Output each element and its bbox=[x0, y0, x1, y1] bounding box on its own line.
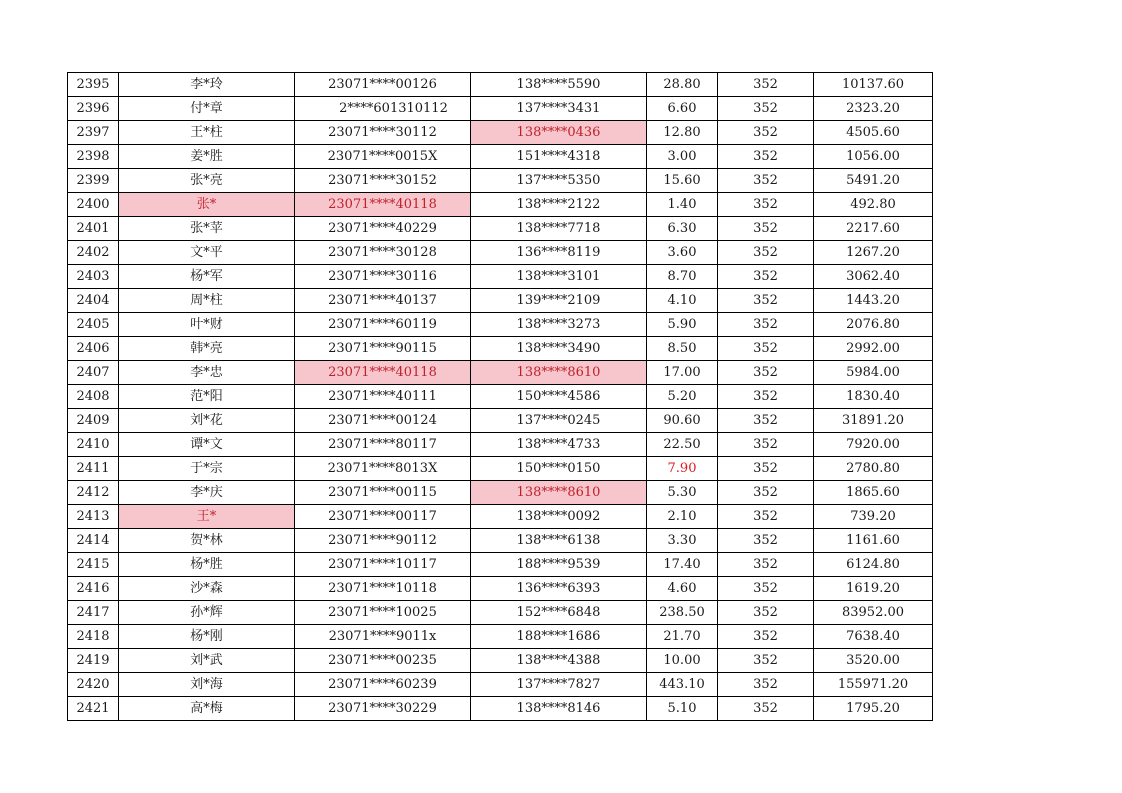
name-cell-duplicate[interactable]: 张* bbox=[119, 193, 295, 217]
data-table bbox=[67, 72, 933, 721]
id-number-cell[interactable]: 23071****00126 bbox=[295, 73, 471, 97]
table-row[interactable] bbox=[68, 193, 933, 217]
row-number-cell[interactable]: 2421 bbox=[68, 697, 119, 721]
total-cell[interactable]: 1619.20 bbox=[814, 577, 933, 601]
total-cell[interactable]: 6124.80 bbox=[814, 553, 933, 577]
phone-cell[interactable]: 138****4388 bbox=[471, 649, 647, 673]
price-cell[interactable]: 352 bbox=[718, 433, 814, 457]
id-number-cell-duplicate[interactable]: 23071****40118 bbox=[295, 193, 471, 217]
phone-cell[interactable]: 150****0150 bbox=[471, 457, 647, 481]
table-row[interactable] bbox=[68, 649, 933, 673]
total-cell[interactable]: 83952.00 bbox=[814, 601, 933, 625]
total-cell[interactable]: 1865.60 bbox=[814, 481, 933, 505]
name-cell[interactable]: 刘*武 bbox=[119, 649, 295, 673]
price-cell[interactable]: 352 bbox=[718, 145, 814, 169]
total-cell[interactable]: 2780.80 bbox=[814, 457, 933, 481]
name-cell[interactable]: 高*梅 bbox=[119, 697, 295, 721]
quantity-cell[interactable]: 22.50 bbox=[647, 433, 718, 457]
phone-cell[interactable]: 152****6848 bbox=[471, 601, 647, 625]
total-cell[interactable]: 1056.00 bbox=[814, 145, 933, 169]
phone-cell[interactable]: 138****3273 bbox=[471, 313, 647, 337]
table-row[interactable] bbox=[68, 553, 933, 577]
quantity-cell[interactable]: 90.60 bbox=[647, 409, 718, 433]
row-number-cell[interactable]: 2395 bbox=[68, 73, 119, 97]
name-cell[interactable]: 刘*花 bbox=[119, 409, 295, 433]
price-cell[interactable]: 352 bbox=[718, 97, 814, 121]
name-cell[interactable]: 于*宗 bbox=[119, 457, 295, 481]
row-number-cell[interactable]: 2413 bbox=[68, 505, 119, 529]
table-row[interactable] bbox=[68, 217, 933, 241]
price-cell[interactable]: 352 bbox=[718, 673, 814, 697]
name-cell[interactable]: 王*柱 bbox=[119, 121, 295, 145]
id-number-cell[interactable]: 23071****30128 bbox=[295, 241, 471, 265]
row-number-cell[interactable]: 2420 bbox=[68, 673, 119, 697]
price-cell[interactable]: 352 bbox=[718, 625, 814, 649]
total-cell[interactable]: 2992.00 bbox=[814, 337, 933, 361]
total-cell[interactable]: 1443.20 bbox=[814, 289, 933, 313]
quantity-cell[interactable]: 10.00 bbox=[647, 649, 718, 673]
quantity-cell[interactable]: 17.00 bbox=[647, 361, 718, 385]
quantity-cell[interactable]: 3.60 bbox=[647, 241, 718, 265]
phone-cell[interactable]: 138****7718 bbox=[471, 217, 647, 241]
total-cell[interactable]: 5491.20 bbox=[814, 169, 933, 193]
price-cell[interactable]: 352 bbox=[718, 241, 814, 265]
name-cell[interactable]: 谭*文 bbox=[119, 433, 295, 457]
name-cell[interactable]: 杨*刚 bbox=[119, 625, 295, 649]
table-row[interactable] bbox=[68, 697, 933, 721]
phone-cell[interactable]: 138****6138 bbox=[471, 529, 647, 553]
name-cell[interactable]: 周*柱 bbox=[119, 289, 295, 313]
table-row[interactable] bbox=[68, 601, 933, 625]
row-number-cell[interactable]: 2401 bbox=[68, 217, 119, 241]
total-cell[interactable]: 4505.60 bbox=[814, 121, 933, 145]
id-number-cell[interactable]: 23071****10118 bbox=[295, 577, 471, 601]
total-cell[interactable]: 3520.00 bbox=[814, 649, 933, 673]
id-number-cell[interactable]: 23071****30152 bbox=[295, 169, 471, 193]
row-number-cell[interactable]: 2397 bbox=[68, 121, 119, 145]
id-number-cell-duplicate[interactable]: 23071****40118 bbox=[295, 361, 471, 385]
phone-cell-duplicate[interactable]: 138****8610 bbox=[471, 481, 647, 505]
row-number-cell[interactable]: 2411 bbox=[68, 457, 119, 481]
price-cell[interactable]: 352 bbox=[718, 73, 814, 97]
table-row[interactable] bbox=[68, 481, 933, 505]
quantity-cell[interactable]: 8.70 bbox=[647, 265, 718, 289]
row-number-cell[interactable]: 2415 bbox=[68, 553, 119, 577]
id-number-cell[interactable]: 23071****00115 bbox=[295, 481, 471, 505]
table-body bbox=[68, 73, 933, 721]
price-cell[interactable]: 352 bbox=[718, 481, 814, 505]
quantity-cell[interactable]: 4.10 bbox=[647, 289, 718, 313]
phone-cell[interactable]: 137****7827 bbox=[471, 673, 647, 697]
price-cell[interactable]: 352 bbox=[718, 649, 814, 673]
id-number-cell[interactable]: 23071****00124 bbox=[295, 409, 471, 433]
quantity-cell[interactable]: 2.10 bbox=[647, 505, 718, 529]
name-cell[interactable]: 张*亮 bbox=[119, 169, 295, 193]
name-cell[interactable]: 孙*辉 bbox=[119, 601, 295, 625]
name-cell[interactable]: 叶*财 bbox=[119, 313, 295, 337]
name-cell[interactable]: 韩*亮 bbox=[119, 337, 295, 361]
name-cell[interactable]: 李*忠 bbox=[119, 361, 295, 385]
quantity-cell[interactable]: 8.50 bbox=[647, 337, 718, 361]
total-cell[interactable]: 3062.40 bbox=[814, 265, 933, 289]
quantity-cell[interactable]: 6.30 bbox=[647, 217, 718, 241]
phone-cell-duplicate[interactable]: 138****8610 bbox=[471, 361, 647, 385]
name-cell[interactable]: 杨*胜 bbox=[119, 553, 295, 577]
total-cell[interactable]: 492.80 bbox=[814, 193, 933, 217]
price-cell[interactable]: 352 bbox=[718, 121, 814, 145]
id-number-cell[interactable]: 23071****30229 bbox=[295, 697, 471, 721]
total-cell[interactable]: 1830.40 bbox=[814, 385, 933, 409]
id-number-cell[interactable]: 23071****30112 bbox=[295, 121, 471, 145]
phone-cell[interactable]: 136****6393 bbox=[471, 577, 647, 601]
name-cell[interactable]: 文*平 bbox=[119, 241, 295, 265]
price-cell[interactable]: 352 bbox=[718, 601, 814, 625]
phone-cell[interactable]: 138****3490 bbox=[471, 337, 647, 361]
phone-cell[interactable]: 138****5590 bbox=[471, 73, 647, 97]
name-cell[interactable]: 李*玲 bbox=[119, 73, 295, 97]
id-number-cell[interactable]: 23071****60239 bbox=[295, 673, 471, 697]
price-cell[interactable]: 352 bbox=[718, 337, 814, 361]
phone-cell[interactable]: 150****4586 bbox=[471, 385, 647, 409]
row-number-cell[interactable]: 2416 bbox=[68, 577, 119, 601]
phone-cell[interactable]: 137****3431 bbox=[471, 97, 647, 121]
quantity-cell[interactable]: 5.20 bbox=[647, 385, 718, 409]
table-row[interactable] bbox=[68, 73, 933, 97]
table-row[interactable] bbox=[68, 409, 933, 433]
name-cell[interactable]: 李*庆 bbox=[119, 481, 295, 505]
price-cell[interactable]: 352 bbox=[718, 361, 814, 385]
price-cell[interactable]: 352 bbox=[718, 289, 814, 313]
quantity-cell[interactable]: 5.10 bbox=[647, 697, 718, 721]
phone-cell[interactable]: 136****8119 bbox=[471, 241, 647, 265]
quantity-cell[interactable]: 6.60 bbox=[647, 97, 718, 121]
row-number-cell[interactable]: 2410 bbox=[68, 433, 119, 457]
id-number-cell[interactable]: 23071****40137 bbox=[295, 289, 471, 313]
table-row[interactable] bbox=[68, 457, 933, 481]
phone-cell[interactable]: 138****0092 bbox=[471, 505, 647, 529]
row-number-cell[interactable]: 2399 bbox=[68, 169, 119, 193]
row-number-cell[interactable]: 2417 bbox=[68, 601, 119, 625]
phone-cell[interactable]: 188****9539 bbox=[471, 553, 647, 577]
phone-cell[interactable]: 188****1686 bbox=[471, 625, 647, 649]
name-cell[interactable]: 贺*林 bbox=[119, 529, 295, 553]
name-cell[interactable]: 付*章 bbox=[119, 97, 295, 121]
table-row[interactable] bbox=[68, 241, 933, 265]
phone-cell[interactable]: 138****8146 bbox=[471, 697, 647, 721]
row-number-cell[interactable]: 2405 bbox=[68, 313, 119, 337]
quantity-cell[interactable]: 17.40 bbox=[647, 553, 718, 577]
phone-cell[interactable]: 138****2122 bbox=[471, 193, 647, 217]
name-cell[interactable]: 沙*森 bbox=[119, 577, 295, 601]
phone-cell[interactable]: 137****0245 bbox=[471, 409, 647, 433]
id-number-cell[interactable]: 23071****00117 bbox=[295, 505, 471, 529]
quantity-cell[interactable]: 3.30 bbox=[647, 529, 718, 553]
table-row[interactable] bbox=[68, 505, 933, 529]
row-number-cell[interactable]: 2404 bbox=[68, 289, 119, 313]
table-row[interactable] bbox=[68, 433, 933, 457]
id-number-cell[interactable]: 23071****10025 bbox=[295, 601, 471, 625]
price-cell[interactable]: 352 bbox=[718, 313, 814, 337]
total-cell[interactable]: 2323.20 bbox=[814, 97, 933, 121]
quantity-cell[interactable]: 12.80 bbox=[647, 121, 718, 145]
name-cell[interactable]: 范*阳 bbox=[119, 385, 295, 409]
price-cell[interactable]: 352 bbox=[718, 217, 814, 241]
price-cell[interactable]: 352 bbox=[718, 505, 814, 529]
id-number-cell[interactable]: 23071****10117 bbox=[295, 553, 471, 577]
table-row[interactable] bbox=[68, 289, 933, 313]
price-cell[interactable]: 352 bbox=[718, 697, 814, 721]
phone-cell[interactable]: 138****4733 bbox=[471, 433, 647, 457]
total-cell[interactable]: 7638.40 bbox=[814, 625, 933, 649]
table-row[interactable] bbox=[68, 577, 933, 601]
table-row[interactable] bbox=[68, 673, 933, 697]
quantity-cell[interactable]: 1.40 bbox=[647, 193, 718, 217]
table-row[interactable] bbox=[68, 97, 933, 121]
total-cell[interactable]: 7920.00 bbox=[814, 433, 933, 457]
id-number-cell[interactable]: 23071****40111 bbox=[295, 385, 471, 409]
id-number-cell[interactable]: 23071****40229 bbox=[295, 217, 471, 241]
total-cell[interactable]: 5984.00 bbox=[814, 361, 933, 385]
table-row[interactable] bbox=[68, 169, 933, 193]
name-cell[interactable]: 姜*胜 bbox=[119, 145, 295, 169]
price-cell[interactable]: 352 bbox=[718, 385, 814, 409]
price-cell[interactable]: 352 bbox=[718, 553, 814, 577]
quantity-cell-flagged[interactable]: 7.90 bbox=[647, 457, 718, 481]
row-number-cell[interactable]: 2398 bbox=[68, 145, 119, 169]
row-number-cell[interactable]: 2408 bbox=[68, 385, 119, 409]
row-number-cell[interactable]: 2407 bbox=[68, 361, 119, 385]
table-row[interactable] bbox=[68, 121, 933, 145]
id-number-cell[interactable]: 23071****80117 bbox=[295, 433, 471, 457]
price-cell[interactable]: 352 bbox=[718, 265, 814, 289]
quantity-cell[interactable]: 28.80 bbox=[647, 73, 718, 97]
quantity-cell[interactable]: 4.60 bbox=[647, 577, 718, 601]
id-number-cell[interactable]: 23071****00235 bbox=[295, 649, 471, 673]
total-cell[interactable]: 1161.60 bbox=[814, 529, 933, 553]
total-cell[interactable]: 1795.20 bbox=[814, 697, 933, 721]
quantity-cell[interactable]: 5.30 bbox=[647, 481, 718, 505]
table-row[interactable] bbox=[68, 313, 933, 337]
id-number-cell[interactable]: 23071****60119 bbox=[295, 313, 471, 337]
row-number-cell[interactable]: 2412 bbox=[68, 481, 119, 505]
phone-cell-duplicate[interactable]: 138****0436 bbox=[471, 121, 647, 145]
quantity-cell[interactable]: 238.50 bbox=[647, 601, 718, 625]
total-cell[interactable]: 2217.60 bbox=[814, 217, 933, 241]
row-number-cell[interactable]: 2403 bbox=[68, 265, 119, 289]
quantity-cell[interactable]: 15.60 bbox=[647, 169, 718, 193]
name-cell-duplicate[interactable]: 王* bbox=[119, 505, 295, 529]
id-number-cell[interactable]: 23071****8013X bbox=[295, 457, 471, 481]
name-cell[interactable]: 刘*海 bbox=[119, 673, 295, 697]
row-number-cell[interactable]: 2406 bbox=[68, 337, 119, 361]
row-number-cell[interactable]: 2396 bbox=[68, 97, 119, 121]
phone-cell[interactable]: 137****5350 bbox=[471, 169, 647, 193]
price-cell[interactable]: 352 bbox=[718, 169, 814, 193]
quantity-cell[interactable]: 5.90 bbox=[647, 313, 718, 337]
phone-cell[interactable]: 151****4318 bbox=[471, 145, 647, 169]
total-cell[interactable]: 31891.20 bbox=[814, 409, 933, 433]
price-cell[interactable]: 352 bbox=[718, 409, 814, 433]
price-cell[interactable]: 352 bbox=[718, 577, 814, 601]
id-number-cell[interactable]: 23071****0015X bbox=[295, 145, 471, 169]
row-number-cell[interactable]: 2414 bbox=[68, 529, 119, 553]
quantity-cell[interactable]: 3.00 bbox=[647, 145, 718, 169]
phone-cell[interactable]: 138****3101 bbox=[471, 265, 647, 289]
row-number-cell[interactable]: 2409 bbox=[68, 409, 119, 433]
name-cell[interactable]: 杨*军 bbox=[119, 265, 295, 289]
row-number-cell[interactable]: 2418 bbox=[68, 625, 119, 649]
row-number-cell[interactable]: 2419 bbox=[68, 649, 119, 673]
total-cell[interactable]: 10137.60 bbox=[814, 73, 933, 97]
id-number-cell[interactable]: 2****601310112 bbox=[295, 97, 471, 121]
price-cell[interactable]: 352 bbox=[718, 457, 814, 481]
total-cell[interactable]: 155971.20 bbox=[814, 673, 933, 697]
total-cell[interactable]: 739.20 bbox=[814, 505, 933, 529]
price-cell[interactable]: 352 bbox=[718, 193, 814, 217]
phone-cell[interactable]: 139****2109 bbox=[471, 289, 647, 313]
price-cell[interactable]: 352 bbox=[718, 529, 814, 553]
table-row[interactable] bbox=[68, 145, 933, 169]
table-row[interactable] bbox=[68, 337, 933, 361]
table-row[interactable] bbox=[68, 625, 933, 649]
quantity-cell[interactable]: 443.10 bbox=[647, 673, 718, 697]
id-number-cell[interactable]: 23071****90115 bbox=[295, 337, 471, 361]
row-number-cell[interactable]: 2400 bbox=[68, 193, 119, 217]
total-cell[interactable]: 1267.20 bbox=[814, 241, 933, 265]
table-row[interactable] bbox=[68, 361, 933, 385]
id-number-cell[interactable]: 23071****30116 bbox=[295, 265, 471, 289]
quantity-cell[interactable]: 21.70 bbox=[647, 625, 718, 649]
table-row[interactable] bbox=[68, 529, 933, 553]
name-cell[interactable]: 张*苹 bbox=[119, 217, 295, 241]
table-row[interactable] bbox=[68, 385, 933, 409]
table-row[interactable] bbox=[68, 265, 933, 289]
row-number-cell[interactable]: 2402 bbox=[68, 241, 119, 265]
id-number-cell[interactable]: 23071****9011x bbox=[295, 625, 471, 649]
total-cell[interactable]: 2076.80 bbox=[814, 313, 933, 337]
id-number-cell[interactable]: 23071****90112 bbox=[295, 529, 471, 553]
